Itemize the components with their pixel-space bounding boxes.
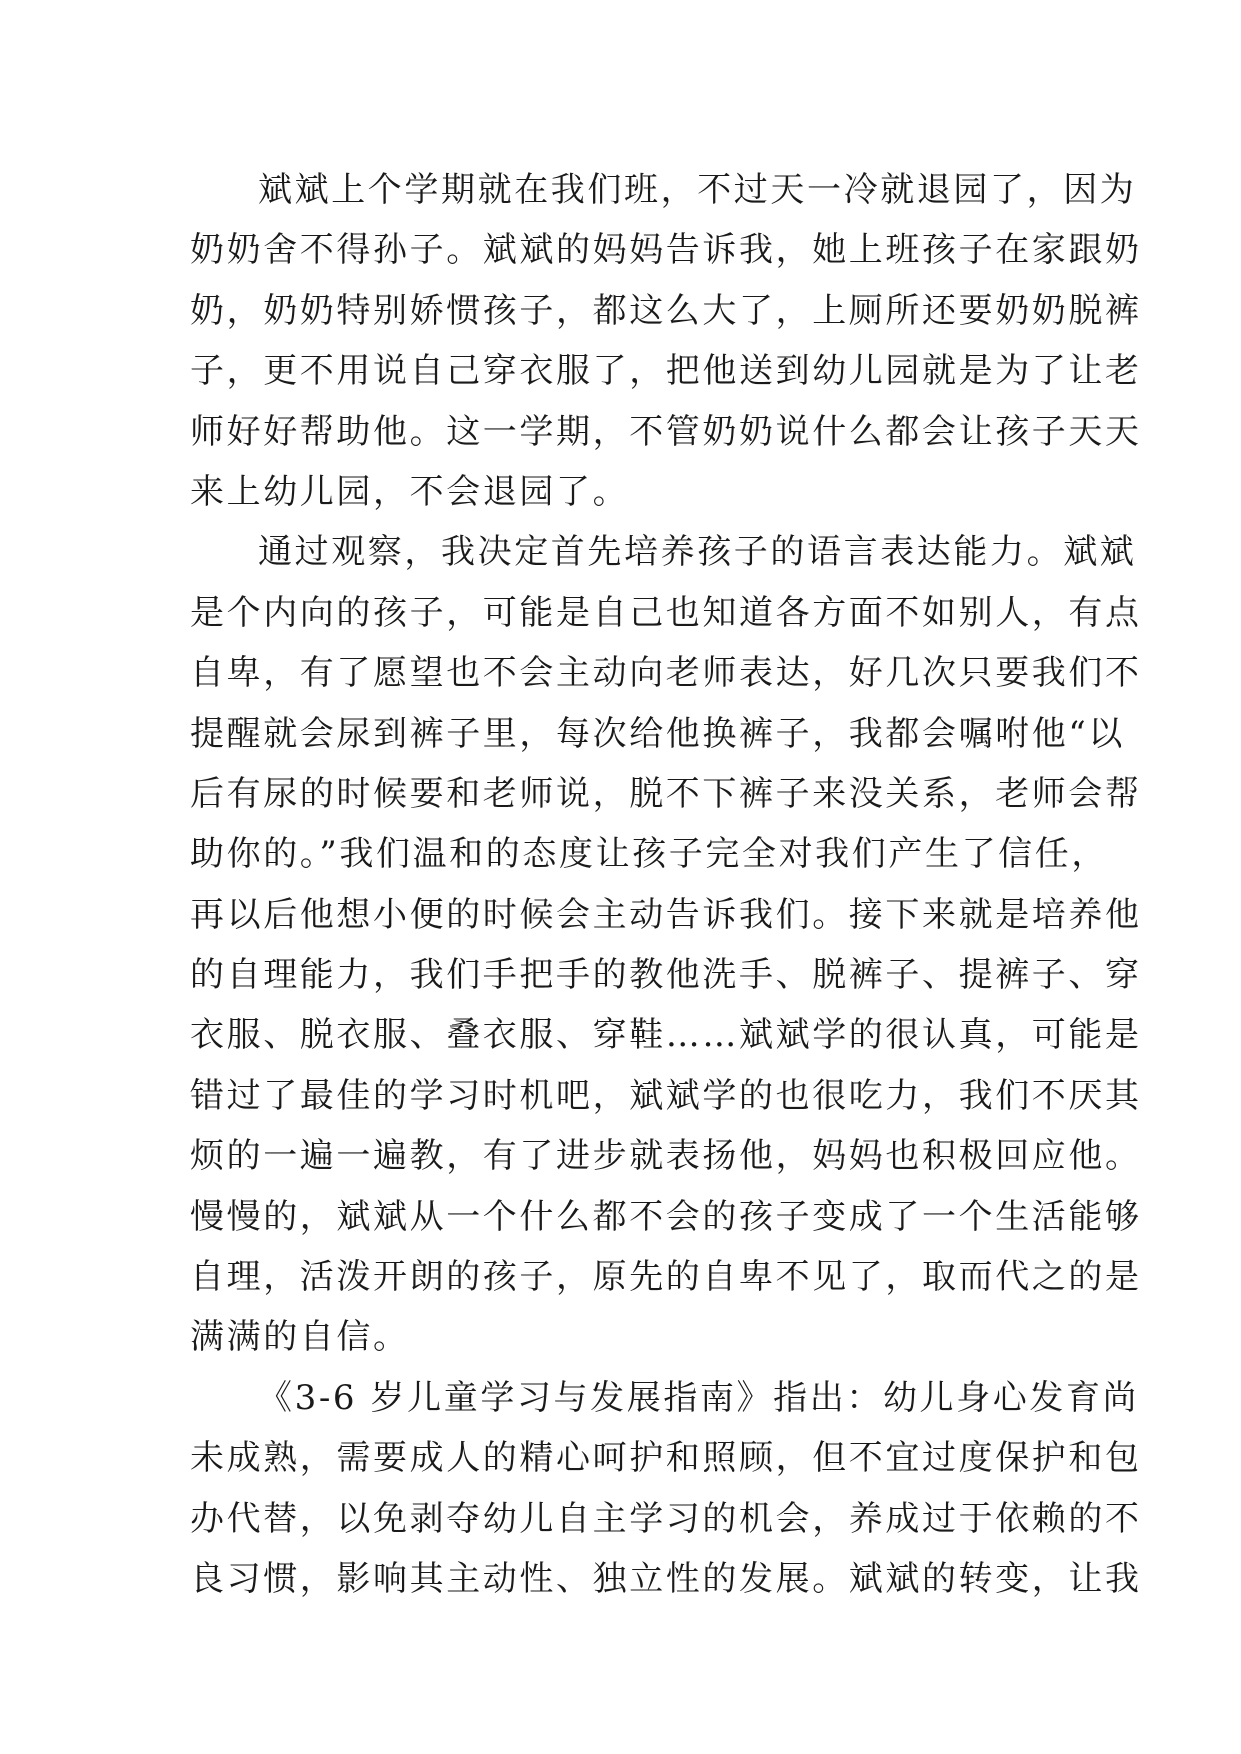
paragraph-2-line-9: 衣服、脱衣服、叠衣服、穿鞋……斌斌学的很认真，可能是 bbox=[190, 1015, 1142, 1056]
paragraph-2-line-6: 助你的。”我们温和的态度让孩子完全对我们产生了信任， bbox=[190, 834, 1108, 875]
paragraph-2-line-8: 的自理能力，我们手把手的教他洗手、脱裤子、提裤子、穿 bbox=[190, 955, 1142, 996]
paragraph-2-line-13: 自理，活泼开朗的孩子，原先的自卑不见了，取而代之的是 bbox=[190, 1257, 1142, 1298]
paragraph-3-line-2: 未成熟，需要成人的精心呵护和照顾，但不宜过度保护和包 bbox=[190, 1438, 1142, 1479]
paragraph-2-line-4: 提醒就会尿到裤子里，每次给他换裤子，我都会嘱咐他“以 bbox=[190, 713, 1125, 754]
paragraph-1-line-4: 子，更不用说自己穿衣服了，把他送到幼儿园就是为了让老 bbox=[190, 351, 1142, 392]
paragraph-3-line-3: 办代替，以免剥夺幼儿自主学习的机会，养成过于依赖的不 bbox=[190, 1498, 1142, 1539]
paragraph-1-line-1: 斌斌上个学期就在我们班，不过天一冷就退园了，因为 bbox=[258, 170, 1137, 210]
paragraph-2-line-7: 再以后他想小便的时候会主动告诉我们。接下来就是培养他 bbox=[190, 894, 1142, 935]
paragraph-2-line-14: 满满的自信。 bbox=[190, 1317, 410, 1358]
paragraph-2-line-3: 自卑，有了愿望也不会主动向老师表达，好几次只要我们不 bbox=[190, 653, 1142, 694]
paragraph-1-line-5: 师好好帮助他。这一学期，不管奶奶说什么都会让孩子天天 bbox=[190, 411, 1142, 452]
paragraph-1-line-3: 奶，奶奶特别娇惯孩子，都这么大了，上厕所还要奶奶脱裤 bbox=[190, 290, 1142, 331]
paragraph-1-line-6: 来上幼儿园，不会退园了。 bbox=[190, 471, 630, 512]
paragraph-2-line-12: 慢慢的，斌斌从一个什么都不会的孩子变成了一个生活能够 bbox=[190, 1196, 1142, 1237]
paragraph-2-line-11: 烦的一遍一遍教，有了进步就表扬他，妈妈也积极回应他。 bbox=[190, 1136, 1142, 1177]
body-text bbox=[190, 160, 1142, 1609]
paragraph-2-line-2: 是个内向的孩子，可能是自己也知道各方面不如别人，有点 bbox=[190, 592, 1142, 633]
paragraph-2-line-10: 错过了最佳的学习时机吧，斌斌学的也很吃力，我们不厌其 bbox=[190, 1075, 1142, 1116]
paragraph-3-line-4: 良习惯，影响其主动性、独立性的发展。斌斌的转变，让我 bbox=[190, 1558, 1142, 1599]
paragraph-2-line-1: 通过观察，我决定首先培养孩子的语言表达能力。斌斌 bbox=[258, 532, 1137, 573]
paragraph-3-line-1: 《3-6 岁儿童学习与发展指南》指出：幼儿身心发育尚 bbox=[258, 1377, 1140, 1418]
paragraph-2-line-5: 后有尿的时候要和老师说，脱不下裤子来没关系，老师会帮 bbox=[190, 773, 1142, 814]
paragraph-1-line-2: 奶奶舍不得孙子。斌斌的妈妈告诉我，她上班孩子在家跟奶 bbox=[190, 230, 1142, 271]
